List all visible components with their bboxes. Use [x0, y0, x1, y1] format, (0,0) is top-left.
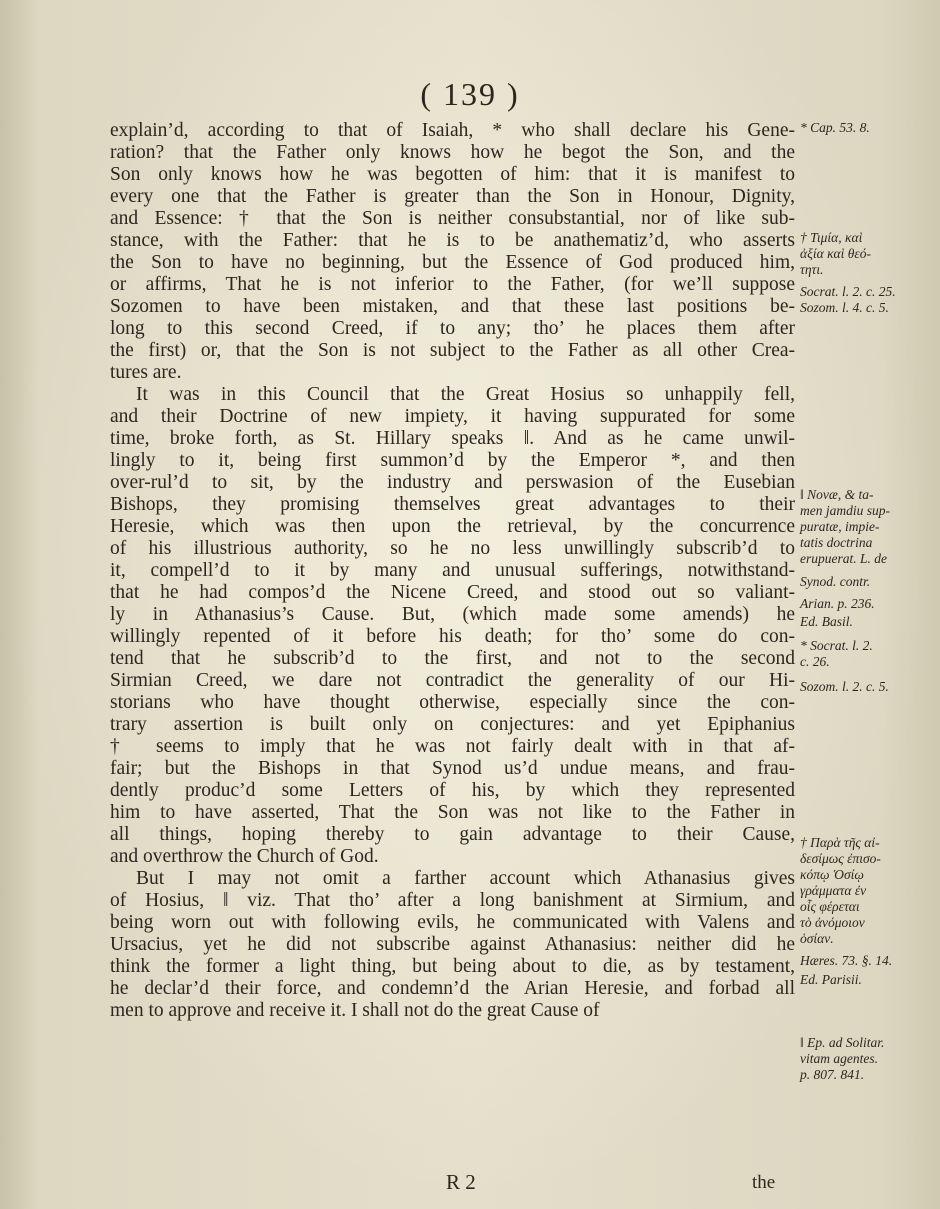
margin-note: Synod. contr.: [800, 574, 871, 589]
body-line: Heresie, which was then upon the retrieval, by the concurrence: [110, 516, 795, 537]
body-line: Sirmian Creed, we dare not contradict the generality of our Hi-: [110, 670, 795, 691]
body-line: long to this second Creed, if to any; tho’ he places them after: [110, 318, 795, 339]
margin-note: men jamdiu sup-: [800, 503, 890, 518]
margin-note: puratæ, impie-: [800, 519, 880, 534]
catchword: the: [752, 1172, 776, 1193]
body-line: and Essence: † that the Son is neither consubstantial, nor of like sub-: [110, 208, 795, 229]
body-line: tend that he subscrib’d to the first, and not to the second: [110, 648, 795, 669]
body-line: being worn out with following evils, he communicated with Valens and: [110, 912, 795, 933]
margin-note: τὸ ἀνόμοιον: [800, 915, 865, 930]
body-line: fair; but the Bishops in that Synod us’d undue means, and frau-: [110, 758, 795, 779]
body-line: dently produc’d some Letters of his, by which they represented: [110, 780, 795, 801]
margin-note: γράμματα ἐν: [800, 883, 867, 898]
margin-note: τητι.: [800, 262, 824, 277]
page-number: ( 139 ): [420, 76, 520, 112]
body-line: and overthrow the Church of God.: [110, 846, 379, 867]
body-line: every one that the Father is greater than the Son in Honour, Dignity,: [110, 186, 795, 207]
body-line: the Son to have no beginning, but the Essence of God produced him,: [110, 252, 795, 273]
margin-note: Ed. Parisii.: [800, 972, 862, 987]
margin-note: ὁσίαν.: [800, 931, 834, 946]
body-line: the first) or, that the Son is not subject to the Father as all other Crea-: [110, 340, 795, 361]
body-text: [110, 120, 795, 1022]
margin-note: c. 26.: [800, 654, 830, 669]
margin-note: Hæres. 73. §. 14.: [800, 953, 893, 968]
margin-note: Ed. Basil.: [800, 614, 853, 629]
margin-note: * Cap. 53. 8.: [800, 120, 870, 135]
body-line: ly in Athanasius’s Cause. But, (which made some amends) he: [110, 604, 795, 625]
body-line: explain’d, according to that of Isaiah, * who shall declare his Gene-: [110, 120, 795, 141]
body-line: he declar’d their force, and condemn’d the Arian Heresie, and forbad all: [110, 978, 795, 999]
margin-note: Sozom. l. 2. c. 5.: [800, 679, 889, 694]
body-line: or affirms, That he is not inferior to the Father, (for we’ll suppose: [110, 274, 795, 295]
margin-note: erupuerat. L. de: [800, 551, 887, 566]
body-line: lingly to it, being first summon’d by the Emperor *, and then: [110, 450, 795, 471]
body-line: over-rul’d to sit, by the industry and perswasion of the Eusebian: [110, 472, 795, 493]
body-line: Bishops, they promising themselves great advantages to their: [110, 494, 795, 515]
body-line: stance, with the Father: that he is to be anathematiz’d, who asserts: [110, 230, 795, 251]
body-line: † seems to imply that he was not fairly dealt with in that af-: [110, 736, 795, 757]
margin-note: οἷς φέρεται: [800, 899, 860, 914]
margin-note: δεσίμως ἐπισο-: [800, 851, 881, 866]
margin-note: Sozom. l. 4. c. 5.: [800, 300, 889, 315]
body-line: storians who have thought otherwise, especially since the con-: [110, 692, 795, 713]
margin-note: * Socrat. l. 2.: [800, 638, 873, 653]
margin-note: ‖ Ep. ad Solitar.: [800, 1035, 885, 1050]
margin-note: Socrat. l. 2. c. 25.: [800, 284, 896, 299]
body-line: all things, hoping thereby to gain advantage to their Cause,: [110, 824, 795, 845]
body-line: of his illustrious authority, so he no less unwillingly subscrib’d to: [110, 538, 795, 559]
margin-note: Arian. p. 236.: [800, 596, 875, 611]
body-line: Son only knows how he was begotten of him: that it is manifest to: [110, 164, 795, 185]
body-line: It was in this Council that the Great Hosius so unhappily fell,: [136, 384, 795, 405]
body-line: tures are.: [110, 362, 182, 383]
body-line: of Hosius, ‖ viz. That tho’ after a long banishment at Sirmium, and: [110, 890, 795, 911]
body-line: it, compell’d to it by many and unusual sufferings, notwithstand-: [110, 560, 795, 581]
margin-note: tatis doctrina: [800, 535, 873, 550]
body-line: But I may not omit a farther account which Athanasius gives: [136, 868, 795, 889]
margin-note: † Παρὰ τῆς αἰ-: [800, 835, 880, 850]
body-line: trary assertion is built only on conjectures: and yet Epiphanius: [110, 714, 795, 735]
margin-note: κόπῳ Ὁσίῳ: [800, 867, 864, 882]
body-line: and their Doctrine of new impiety, it having suppurated for some: [110, 406, 795, 427]
margin-note: vitam agentes.: [800, 1051, 878, 1066]
body-line: men to approve and receive it. I shall not do the great Cause of: [110, 1000, 600, 1021]
signature-mark: R 2: [446, 1170, 476, 1194]
margin-note: † Τιμία, καὶ: [800, 230, 863, 245]
body-line: him to have asserted, That the Son was not like to the Father in: [110, 802, 795, 823]
body-line: that he had compos’d the Nicene Creed, and stood out so valiant-: [110, 582, 795, 603]
body-line: willingly repented of it before his death; for tho’ some do con-: [110, 626, 795, 647]
margin-note: ‖ Novæ, & ta-: [800, 487, 874, 502]
body-line: ration? that the Father only knows how he begot the Son, and the: [110, 142, 795, 163]
body-line: time, broke forth, as St. Hillary speaks ‖. And as he came unwil-: [110, 428, 795, 449]
body-line: Ursacius, yet he did not subscribe against Athanasius: neither did he: [110, 934, 795, 955]
margin-note: p. 807. 841.: [800, 1067, 865, 1082]
margin-note: ἀξία καὶ θεό-: [800, 246, 871, 261]
body-line: Sozomen to have been mistaken, and that these last positions be-: [110, 296, 795, 317]
body-line: think the former a light thing, but being about to die, as by testament,: [110, 956, 795, 977]
